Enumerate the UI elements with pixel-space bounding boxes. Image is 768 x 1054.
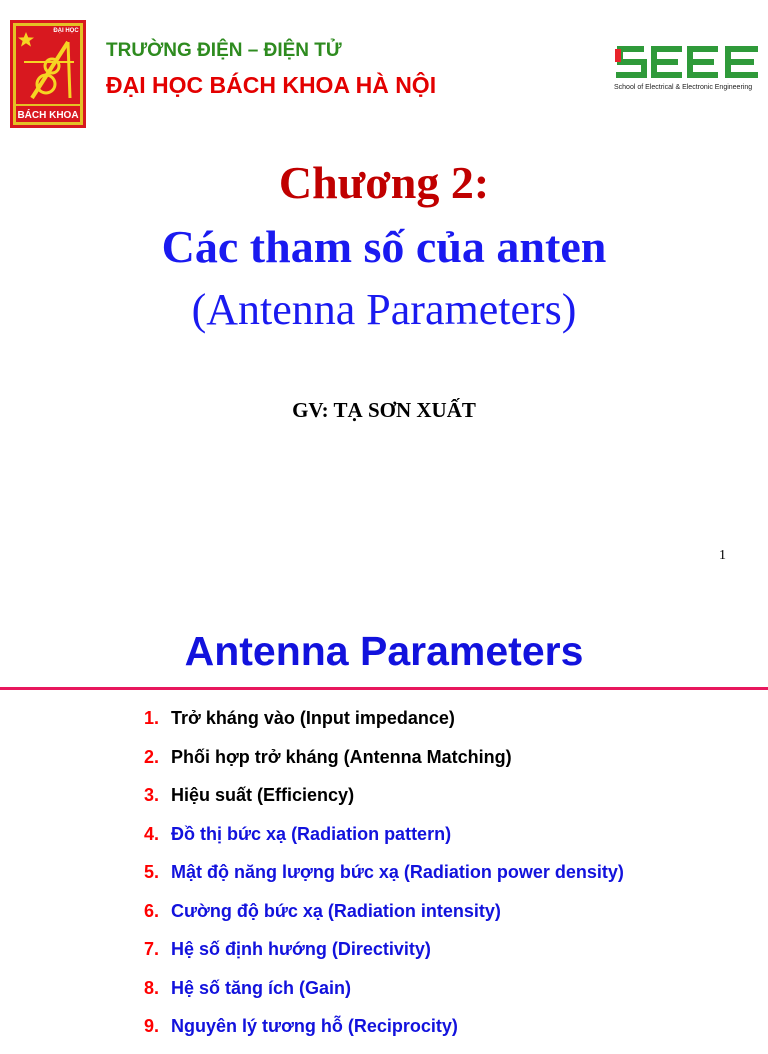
list-item-number: 2.: [143, 746, 159, 767]
list-item: [124, 861, 764, 900]
list-item-text: Mật độ năng lượng bức xạ (Radiation power density): [171, 862, 624, 882]
list-item-text: Nguyên lý tương hỗ (Reciprocity): [171, 1016, 458, 1036]
seee-logo: [612, 44, 764, 94]
contents-title: Antenna Parameters: [184, 628, 584, 674]
list-item: [124, 1015, 764, 1054]
list-item-text: Đồ thị bức xạ (Radiation pattern): [171, 823, 452, 844]
list-item: [124, 746, 764, 785]
list-item-text: Hiệu suất (Efficiency): [171, 785, 355, 805]
lecturer-name: GV: TẠ SƠN XUẤT: [292, 398, 476, 422]
parameter-list: [124, 707, 764, 1054]
title-divider: [0, 687, 768, 690]
list-item: [124, 784, 764, 823]
list-item-text: Phối hợp trở kháng (Antenna Matching): [171, 746, 512, 767]
hust-logo: [10, 20, 86, 128]
chapter-subtitle-en: (Antenna Parameters): [191, 285, 577, 334]
list-item: [124, 938, 764, 977]
list-item-text: Trở kháng vào (Input impedance): [171, 708, 455, 728]
slide-page-number: 1: [719, 548, 726, 563]
hust-logo-bottom-text: BÁCH KHOA: [17, 110, 79, 121]
list-item: [124, 707, 764, 746]
chapter-subtitle-vi: Các tham số của anten: [161, 221, 607, 272]
list-item-number: 1.: [143, 708, 159, 728]
chapter-title: Chương 2:: [278, 157, 490, 208]
list-item-number: 8.: [143, 977, 159, 998]
list-item: [124, 823, 764, 862]
list-item-number: 9.: [143, 1016, 159, 1036]
list-item-number: 5.: [143, 862, 159, 882]
contents-slide: [0, 586, 768, 1036]
list-item: [124, 977, 764, 1016]
school-name-line1: TRƯỜNG ĐIỆN – ĐIỆN TỬ: [106, 40, 342, 61]
list-item-number: 4.: [143, 823, 159, 844]
list-item-number: 3.: [143, 785, 159, 805]
seee-logo-subtitle: School of Electrical & Electronic Engineering: [614, 84, 753, 91]
hust-logo-top-text: ĐẠI HỌC: [53, 28, 79, 34]
list-item-number: 7.: [143, 939, 159, 959]
list-item-text: Hệ số tăng ích (Gain): [171, 977, 352, 998]
list-item-text: Hệ số định hướng (Directivity): [171, 939, 431, 959]
list-item-number: 6.: [143, 900, 159, 921]
list-item: [124, 900, 764, 939]
school-name-line2: ĐẠI HỌC BÁCH KHOA HÀ NỘI: [106, 72, 437, 98]
list-item-text: Cường độ bức xạ (Radiation intensity): [171, 900, 501, 921]
